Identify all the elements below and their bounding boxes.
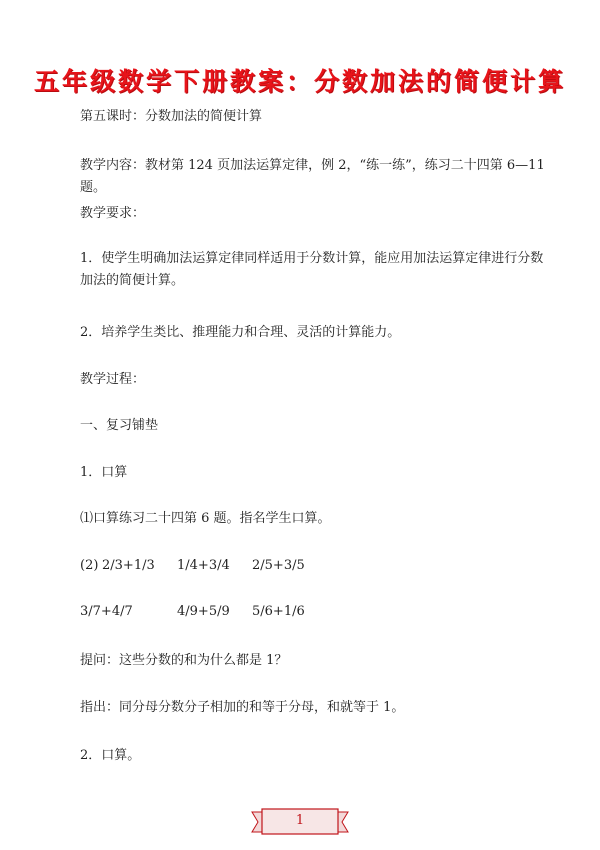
fraction-sum: 4/9+5/9 <box>177 604 230 619</box>
page-number-badge <box>250 808 350 836</box>
step-1-mental-math: 1．口算 <box>80 465 128 480</box>
requirement-2: 2．培养学生类比、推理能力和合理、灵活的计算能力。 <box>80 325 401 340</box>
fraction-sum: 3/7+4/7 <box>80 604 133 619</box>
teaching-process-heading: 教学过程： <box>80 372 146 387</box>
fraction-sum: 5/6+1/6 <box>252 604 305 619</box>
teaching-requirements-heading: 教学要求： <box>80 206 146 221</box>
fraction-sum: 1/4+3/4 <box>177 558 230 573</box>
section-review-heading: 一、复习铺垫 <box>80 418 159 433</box>
teaching-content: 教学内容：教材第 124 页加法运算定律，例 2，“练一练”，练习二十四第 6—11 题。 <box>80 158 549 195</box>
exercise-1-instruction: ⑴口算练习二十四第 6 题。指名学生口算。 <box>80 511 331 526</box>
page-number: 1 <box>295 813 305 828</box>
fraction-sum: 2/3+1/3 <box>102 558 155 573</box>
page-title: 五年级数学下册教案：分数加法的简便计算 <box>33 67 566 96</box>
fraction-sum: 2/5+3/5 <box>252 558 305 573</box>
lesson-heading: 第五课时：分数加法的简便计算 <box>80 109 263 124</box>
conclusion-text: 指出：同分母分数分子相加的和等于分母，和就等于 1。 <box>80 700 405 715</box>
question-text: 提问：这些分数的和为什么都是 1？ <box>80 653 288 668</box>
step-2-mental-math: 2．口算。 <box>80 748 141 763</box>
requirement-1: 1．使学生明确加法运算定律同样适用于分数计算，能应用加法运算定律进行分数加法的简便计算。 <box>80 251 544 288</box>
exercise-prefix: (2) <box>80 558 99 573</box>
